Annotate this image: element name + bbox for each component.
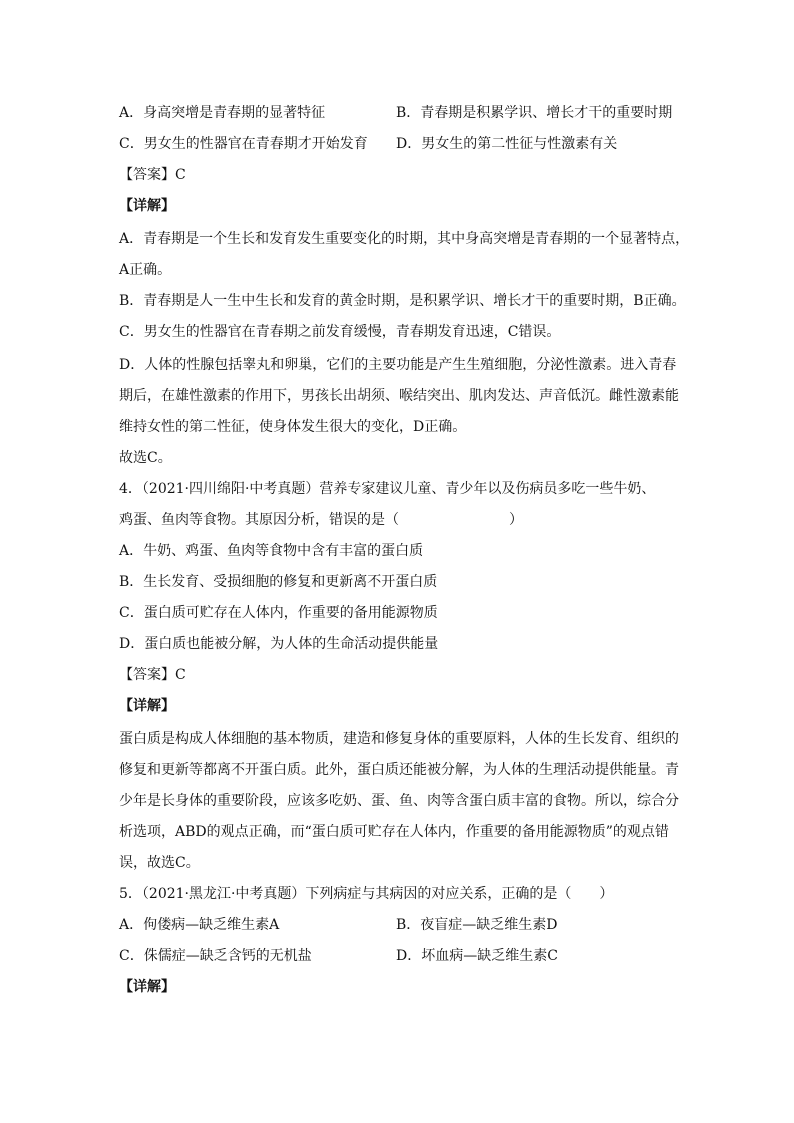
q4-option-d: D．蛋白质也能被分解，为人体的生命活动提供能量	[119, 636, 439, 652]
q3-detail-line: D．人体的性腺包括睾丸和卵巢，它们的主要功能是产生生殖细胞，分泌性激素。进入青春	[119, 357, 677, 373]
q4-stem-line2-start: 鸡蛋、鱼肉等食物。其原因分析，错误的是（	[119, 512, 399, 528]
q5-detail-heading: 【详解】	[119, 979, 175, 995]
q3-detail-line: B．青春期是人一生中生长和发育的黄金时期，是积累学识、增长才干的重要时期，B正确。	[119, 293, 686, 309]
q3-detail-heading: 【详解】	[119, 198, 175, 214]
q5-option-c: C．侏儒症—缺乏含钙的无机盐	[119, 948, 312, 964]
q3-option-c: C．男女生的性器官在青春期才开始发育	[119, 136, 368, 152]
q3-detail-line: C．男女生的性器官在青春期之前发育缓慢，青春期发育迅速，C错误。	[119, 324, 561, 340]
q3-answer: 【答案】C	[119, 167, 186, 183]
q4-detail-heading: 【详解】	[119, 698, 175, 714]
q4-detail-line: 析选项，ABD的观点正确，而“蛋白质可贮存在人体内，作重要的备用能源物质”的观点错	[119, 824, 669, 840]
q3-detail-line: 期后，在雄性激素的作用下，男孩长出胡须、喉结突出、肌肉发达、声音低沉。雌性激素能	[119, 388, 679, 404]
q4-stem-line1: 4．（2021·四川绵阳·中考真题）营养专家建议儿童、青少年以及伤病员多吃一些牛奶、	[119, 481, 656, 497]
q3-option-a: A．身高突增是青春期的显著特征	[119, 105, 326, 121]
q4-stem-line2	[119, 511, 523, 529]
q5-option-b: B．夜盲症—缺乏维生素D	[396, 917, 558, 933]
q3-option-d: D．男女生的第二性征与性激素有关	[396, 136, 618, 152]
q4-option-c: C．蛋白质可贮存在人体内，作重要的备用能源物质	[119, 605, 438, 621]
q4-answer: 【答案】C	[119, 667, 186, 683]
q4-option-b: B．生长发育、受损细胞的修复和更新离不开蛋白质	[119, 574, 438, 590]
q5-option-d: D．坏血病—缺乏维生素C	[396, 948, 558, 964]
q5-option-a: A．佝偻病—缺乏维生素A	[119, 917, 280, 933]
q5-stem: 5．（2021·黑龙江·中考真题）下列病症与其病因的对应关系，正确的是（ ）	[119, 886, 614, 902]
q3-detail-line: A．青春期是一个生长和发育发生重要变化的时期，其中身高突增是青春期的一个显著特点，	[119, 231, 690, 247]
q3-option-b: B．青春期是积累学识、增长才干的重要时期	[396, 105, 673, 121]
q4-detail-line: 少年是长身体的重要阶段，应该多吃奶、蛋、鱼、肉等含蛋白质丰富的食物。所以，综合分	[119, 793, 679, 809]
q3-detail-line: 维持女性的第二性征，使身体发生很大的变化，D正确。	[119, 419, 467, 435]
q4-detail-line: 蛋白质是构成人体细胞的基本物质，建造和修复身体的重要原料，人体的生长发育、组织的	[119, 731, 679, 747]
q4-detail-line: 修复和更新等都离不开蛋白质。此外，蛋白质还能被分解，为人体的生理活动提供能量。青	[119, 762, 679, 778]
q4-stem-line2-end: ）	[509, 512, 523, 528]
q3-detail-line: A正确。	[119, 262, 172, 278]
q4-detail-line: 误，故选C。	[119, 855, 200, 871]
q4-option-a: A．牛奶、鸡蛋、鱼肉等食物中含有丰富的蛋白质	[119, 543, 424, 559]
q3-conclusion: 故选C。	[119, 450, 172, 466]
